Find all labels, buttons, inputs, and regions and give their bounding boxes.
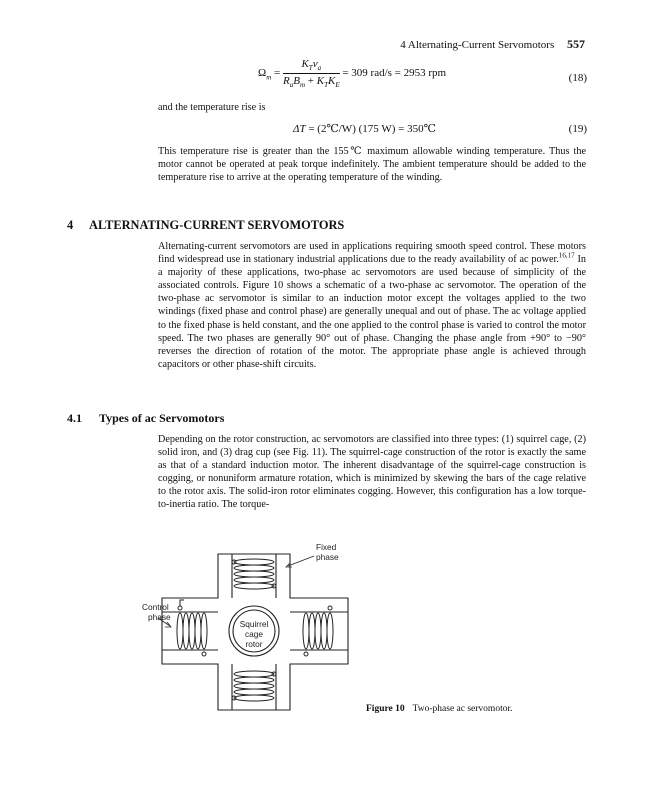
eq18-denominator	[283, 74, 340, 89]
label-fixed-2: phase	[316, 552, 339, 562]
control-phase-right-coil	[303, 606, 333, 656]
eq18-den-kt: K	[316, 75, 325, 88]
paragraph-types: Depending on the rotor construction, ac servomotors are classified into three types: (1) squirrel cage, (2) solid iron, and (3) drag cup (see Fig. 11). The squirrel-cage construction of the rotor is exactly the same as that of a standard induction motor. The inherent disadvantage of the squirrel-cage construction is cogging, or nonuniform armature rotation, which is minimized by skewing the bars of the cage relative to the rotor axis. The solid-iron rotor eliminates cogging. However, this configuration has a low torque-to-inertia ratio. The torque-	[158, 434, 586, 511]
eq18-den-ke-sub: E	[335, 81, 340, 90]
eq18-num-v-sub: a	[317, 64, 322, 73]
figure-10-schematic	[140, 538, 370, 723]
header-section: 4 Alternating-Current Servomotors	[400, 39, 555, 51]
eq18-den-r: R	[282, 75, 290, 88]
equation-19	[293, 122, 436, 135]
p2-part-b: In a majority of these applications, two-phase ac servomotors are used because of simplicity of the associated controls. Figure 10 shows a schematic of a two-phase ac servomotor. The operation of the two-phase ac servomotor is similar to an induction motor except the voltages applied to the two windings (fixed phase and control phase) are generally unequal and out of phase. The ac voltage applied to the fixed phase is held constant, and the one applied to the control phase is varied to control the motor speed. The two phases are generally 90° out of phase. Changing the phase angle from +90° to −90° reverses the direction of rotation of the motor. The appropriate phase angle is achieved through capacitors or other phase-shift circuits.	[158, 254, 586, 370]
running-header	[400, 37, 585, 52]
eq18-den-plus: +	[307, 75, 314, 88]
eq18-den-b: B	[293, 75, 300, 88]
eq18-eq-sign: =	[274, 67, 281, 80]
label-control-1: Control	[142, 602, 169, 612]
label-rotor-3: rotor	[245, 639, 263, 649]
eq18-lhs: Ω	[258, 67, 267, 80]
label-rotor-2: cage	[245, 629, 263, 639]
subsection-number: 4.1	[67, 411, 82, 425]
p2-part-a: Alternating-current servomotors are used in applications requiring smooth speed control. These motors find widespread use in stationary industrial applications due to the ready availability of ac power.	[158, 241, 586, 266]
subsection-heading	[67, 411, 224, 426]
control-phase-left-coil	[177, 600, 207, 656]
eq18-numerator	[283, 58, 340, 74]
eq18-den-kt-sub: T	[324, 81, 328, 90]
eq18-den-b-sub: m	[299, 81, 305, 90]
subsection-title: Types of ac Servomotors	[99, 411, 225, 425]
pole-right	[290, 612, 348, 650]
eq19-lhs: ΔT	[293, 123, 306, 135]
citation-superscript: 16,17	[558, 251, 575, 260]
fixed-phase-bottom-coil	[232, 671, 276, 701]
eq18-lhs-sub: m	[266, 73, 272, 82]
section-title: ALTERNATING-CURRENT SERVOMOTORS	[89, 218, 345, 232]
eq18-num-k: K	[301, 58, 309, 70]
label-rotor-1: Squirrel	[239, 619, 269, 629]
eq18-den-ke: K	[327, 75, 336, 88]
section-heading	[67, 218, 344, 233]
eq18-rhs: = 309 rad/s = 2953 rpm	[342, 67, 447, 80]
label-fixed-1: Fixed	[316, 542, 337, 552]
figure-caption-label: Figure 10	[366, 704, 405, 714]
eq18-num-v: v	[312, 58, 318, 70]
eq-connector-text: and the temperature rise is	[158, 102, 266, 113]
figure-caption-text: Two-phase ac servomotor.	[412, 704, 513, 714]
paragraph-temperature: This temperature rise is greater than the 155℃ maximum allowable winding temperature. Thus the motor cannot be operated at peak torque indefinitely. The ambient temperature should be added to the temperature rise to arrive at the operating temperature of the winding.	[158, 146, 586, 184]
fixed-phase-top-coil	[232, 559, 276, 589]
eq19-number: (19)	[568, 123, 587, 135]
equation-18	[258, 58, 446, 89]
eq19-rhs: = (2℃/W) (175 W) = 350℃	[308, 123, 436, 135]
section-number: 4	[67, 218, 74, 232]
page-number: 557	[567, 37, 585, 51]
label-control-2: phase	[148, 612, 171, 622]
paragraph-ac-servomotors	[158, 240, 586, 371]
fixed-phase-leader	[288, 556, 314, 566]
eq18-num-k-sub: T	[308, 64, 313, 73]
eq18-number: (18)	[568, 72, 587, 84]
eq18-den-r-sub: a	[289, 81, 294, 90]
eq18-fraction	[283, 58, 340, 89]
figure-caption	[366, 704, 512, 714]
